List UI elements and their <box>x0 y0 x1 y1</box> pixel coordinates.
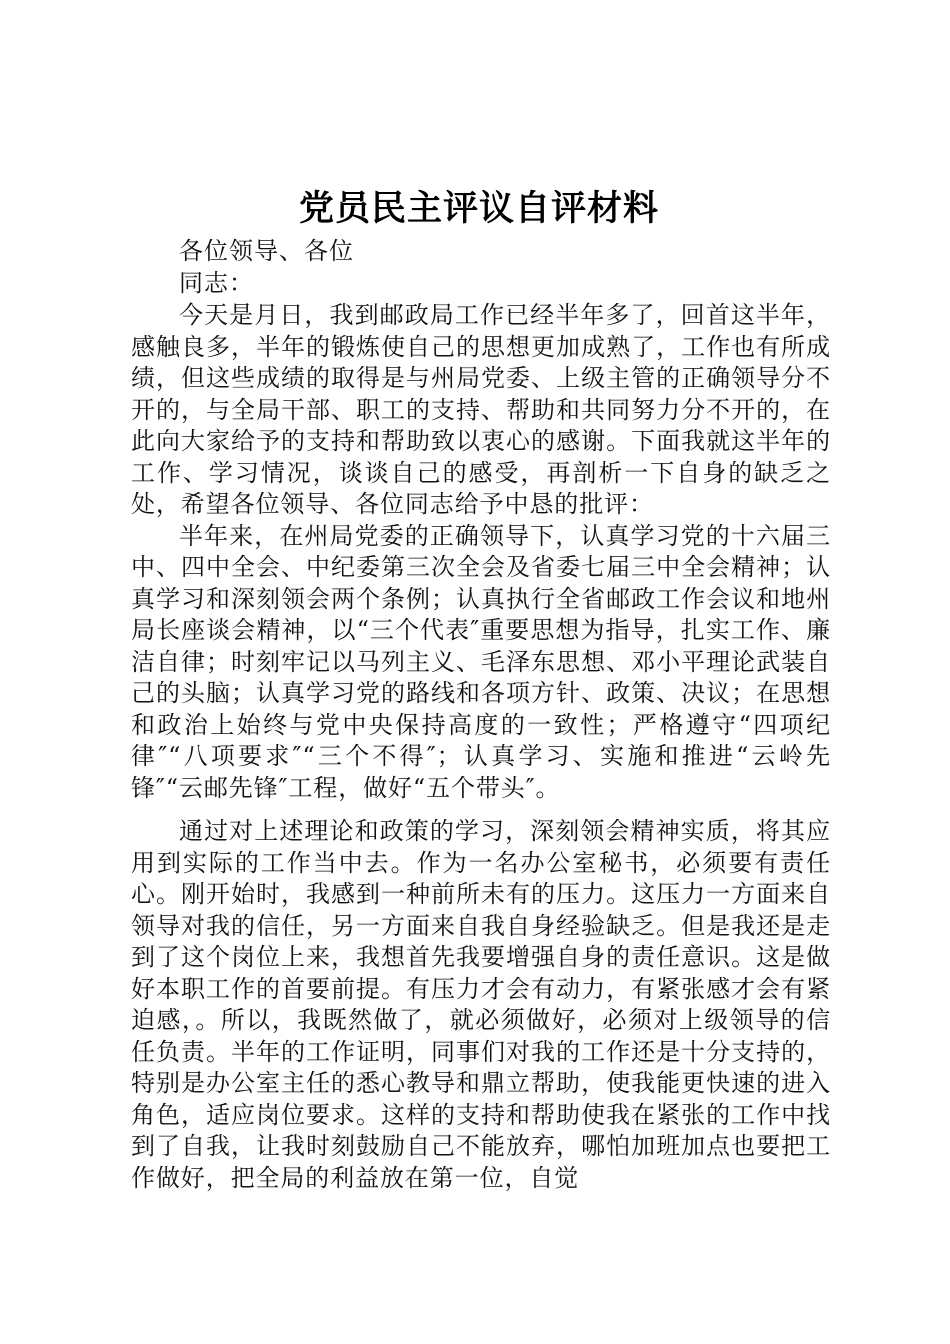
paragraph-study: 半年来，在州局党委的正确领导下，认真学习党的十六届三中、四中全会、中纪委第三次全会及省委七届三中全会精神；认真学习和深刻领会两个条例；认真执行全省邮政工作会议和地州局长座谈会精神，以“三个代表″重要思想为指导，扎实工作、廉洁自律；时刻牢记以马列主义、毛泽东思想、邓小平理论武装自己的头脑；认真学习党的路线和各项方针、政策、决议；在思想和政治上始终与党中央保持高度的一致性；严格遵守“四项纪律″“八项要求″“三个不得″；认真学习、实施和推进“云岭先锋″“云邮先锋″工程，做好“五个带头″。 <box>131 521 831 802</box>
document-title: 党员民主评议自评材料 <box>298 188 659 229</box>
paragraph-intro: 今天是月日，我到邮政局工作已经半年多了，回首这半年，感触良多，半年的锻炼使自己的思想更加成熟了，工作也有所成绩，但这些成绩的取得是与州局党委、上级主管的正确领导分不开的，与全局干部、职工的支持、帮助和共同努力分不开的，在此向大家给予的支持和帮助致以衷心的感谢。下面我就这半年的工作、学习情况，谈谈自己的感受，再剖析一下自身的缺乏之处，希望各位领导、各位同志给予中恳的批评： <box>131 301 831 518</box>
salutation-line-1: 各位领导、各位 <box>179 237 354 265</box>
paragraph-block-1 <box>131 300 831 804</box>
salutation-line-2: 同志： <box>179 269 254 297</box>
paragraph-work: 通过对上述理论和政策的学习，深刻领会精神实质，将其应用到实际的工作当中去。作为一名办公室秘书，必须要有责任心。刚开始时，我感到一种前所未有的压力。这压力一方面来自领导对我的信任，另一方面来自我自身经验缺乏。但是我还是走到了这个岗位上来，我想首先我要增强自身的责任意识。这是做好本职工作的首要前提。有压力才会有动力，有紧张感才会有紧迫感，。所以，我既然做了，就必须做好，必须对上级领导的信任负责。半年的工作证明，同事们对我的工作还是十分支持的，特别是办公室主任的悉心教导和鼎立帮助，使我能更快速的进入角色，适应岗位要求。这样的支持和帮助使我在紧张的工作中找到了自我，让我时刻鼓励自己不能放弃，哪怕加班加点也要把工作做好，把全局的利益放在第一位，自觉 <box>131 817 831 1192</box>
paragraph-block-2 <box>131 816 831 1194</box>
